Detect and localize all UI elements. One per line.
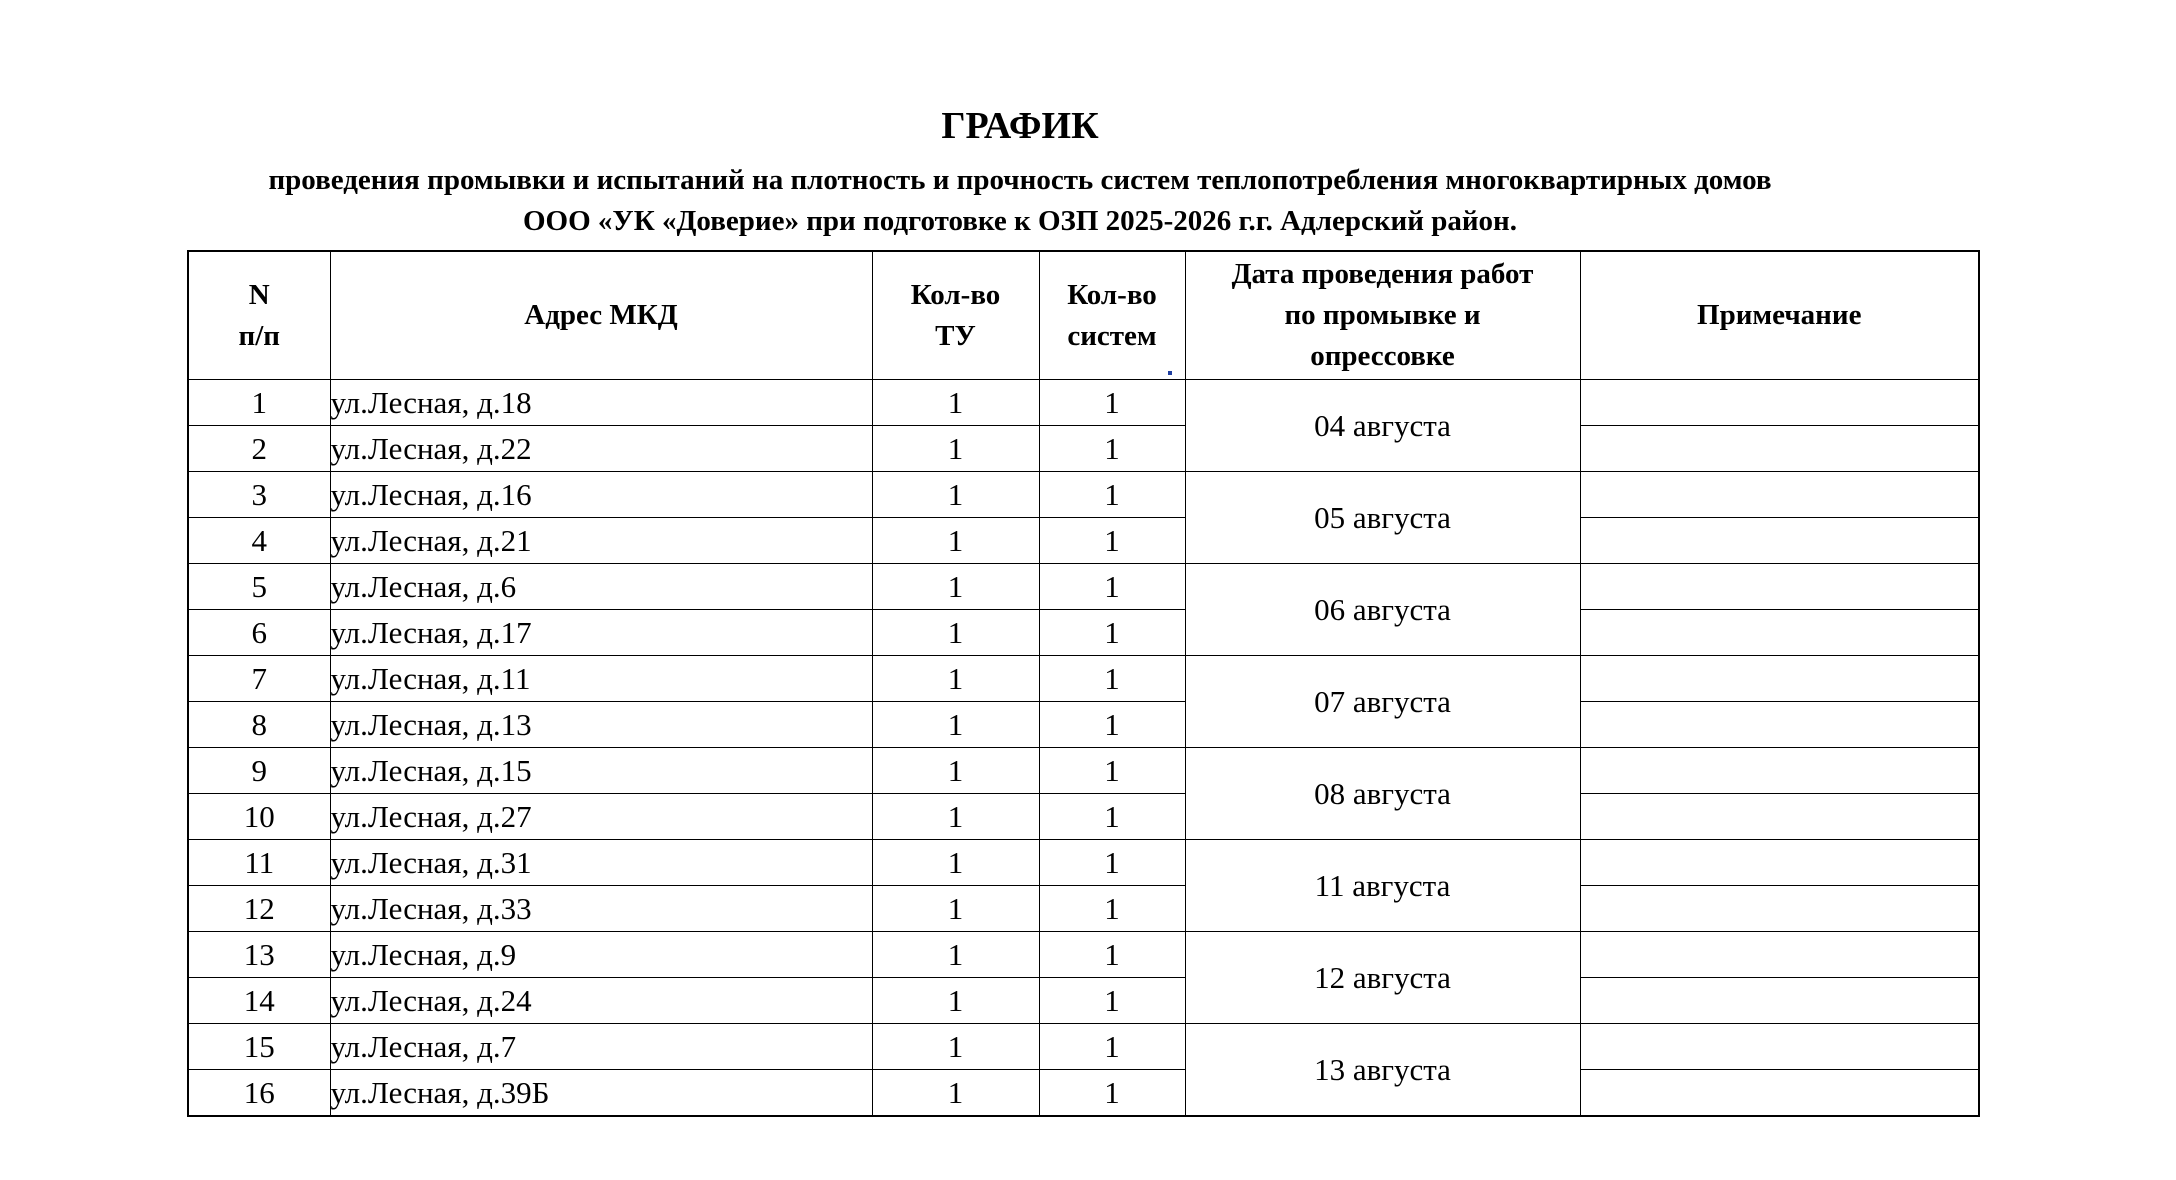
row-systems-count: 1 (1039, 794, 1185, 840)
header-date-line2: по промывке и (1284, 299, 1481, 331)
row-number: 8 (188, 702, 330, 748)
row-address: ул.Лесная, д.13 (330, 702, 872, 748)
row-date: 05 августа (1185, 472, 1580, 564)
row-note (1580, 840, 1979, 886)
row-address: ул.Лесная, д.24 (330, 978, 872, 1024)
row-number: 11 (188, 840, 330, 886)
row-ty-count: 1 (872, 1024, 1039, 1070)
header-ty-line2: ТУ (935, 319, 976, 352)
row-number: 3 (188, 472, 330, 518)
header-date-line1: Дата проведения работ (1231, 258, 1534, 290)
row-address: ул.Лесная, д.16 (330, 472, 872, 518)
row-note (1580, 656, 1979, 702)
header-sys-line1: Кол-во (1067, 278, 1157, 311)
row-note (1580, 702, 1979, 748)
row-address: ул.Лесная, д.15 (330, 748, 872, 794)
row-note (1580, 886, 1979, 932)
row-ty-count: 1 (872, 978, 1039, 1024)
row-number: 7 (188, 656, 330, 702)
row-number: 12 (188, 886, 330, 932)
table-row (188, 702, 1979, 748)
row-ty-count: 1 (872, 656, 1039, 702)
table-row (188, 1070, 1979, 1117)
row-note (1580, 518, 1979, 564)
row-address: ул.Лесная, д.39Б (330, 1070, 872, 1117)
row-number: 5 (188, 564, 330, 610)
row-systems-count: 1 (1039, 886, 1185, 932)
row-number: 15 (188, 1024, 330, 1070)
row-ty-count: 1 (872, 748, 1039, 794)
row-number: 16 (188, 1070, 330, 1117)
row-systems-count: 1 (1039, 426, 1185, 472)
row-ty-count: 1 (872, 380, 1039, 426)
row-date: 04 августа (1185, 380, 1580, 472)
row-note (1580, 472, 1979, 518)
table-row (188, 610, 1979, 656)
table-row (188, 794, 1979, 840)
header-date (1185, 251, 1580, 380)
row-address: ул.Лесная, д.33 (330, 886, 872, 932)
row-address: ул.Лесная, д.21 (330, 518, 872, 564)
table-row (188, 748, 1979, 794)
row-number: 14 (188, 978, 330, 1024)
row-date: 12 августа (1185, 932, 1580, 1024)
row-ty-count: 1 (872, 886, 1039, 932)
row-systems-count: 1 (1039, 978, 1185, 1024)
header-systems-count (1039, 251, 1185, 380)
row-date: 08 августа (1185, 748, 1580, 840)
table-row (188, 840, 1979, 886)
row-systems-count: 1 (1039, 1070, 1185, 1117)
row-systems-count: 1 (1039, 564, 1185, 610)
row-systems-count: 1 (1039, 610, 1185, 656)
row-systems-count: 1 (1039, 656, 1185, 702)
row-address: ул.Лесная, д.9 (330, 932, 872, 978)
row-number: 6 (188, 610, 330, 656)
row-date: 11 августа (1185, 840, 1580, 932)
header-note: Примечание (1580, 251, 1979, 380)
row-number: 9 (188, 748, 330, 794)
row-note (1580, 748, 1979, 794)
header-date-line3: опрессовке (1310, 340, 1455, 372)
row-date: 06 августа (1185, 564, 1580, 656)
row-date: 13 августа (1185, 1024, 1580, 1117)
row-number: 1 (188, 380, 330, 426)
table-row (188, 656, 1979, 702)
row-systems-count: 1 (1039, 1024, 1185, 1070)
table-row (188, 932, 1979, 978)
row-number: 2 (188, 426, 330, 472)
header-ty-line1: Кол-во (910, 278, 1001, 311)
row-address: ул.Лесная, д.17 (330, 610, 872, 656)
header-sys-line2: систем (1067, 319, 1157, 352)
row-ty-count: 1 (872, 1070, 1039, 1117)
header-address: Адрес МКД (330, 251, 872, 380)
row-number: 4 (188, 518, 330, 564)
row-address: ул.Лесная, д.22 (330, 426, 872, 472)
row-ty-count: 1 (872, 518, 1039, 564)
row-note (1580, 564, 1979, 610)
table-header-row (188, 251, 1979, 380)
row-note (1580, 932, 1979, 978)
row-systems-count: 1 (1039, 518, 1185, 564)
row-systems-count: 1 (1039, 932, 1185, 978)
row-address: ул.Лесная, д.6 (330, 564, 872, 610)
row-note (1580, 1070, 1979, 1117)
row-note (1580, 978, 1979, 1024)
header-num (188, 251, 330, 380)
stray-dot-mark (1168, 371, 1172, 375)
table-body (188, 380, 1979, 1117)
row-address: ул.Лесная, д.18 (330, 380, 872, 426)
row-ty-count: 1 (872, 472, 1039, 518)
table-row (188, 472, 1979, 518)
row-number: 13 (188, 932, 330, 978)
row-systems-count: 1 (1039, 380, 1185, 426)
row-note (1580, 1024, 1979, 1070)
row-systems-count: 1 (1039, 702, 1185, 748)
row-ty-count: 1 (872, 564, 1039, 610)
table-row (188, 518, 1979, 564)
document-title: ГРАФИК (941, 105, 1099, 147)
row-note (1580, 610, 1979, 656)
row-date: 07 августа (1185, 656, 1580, 748)
row-ty-count: 1 (872, 610, 1039, 656)
row-address: ул.Лесная, д.11 (330, 656, 872, 702)
row-ty-count: 1 (872, 426, 1039, 472)
row-ty-count: 1 (872, 932, 1039, 978)
header-ty-count (872, 251, 1039, 380)
row-number: 10 (188, 794, 330, 840)
table-row (188, 564, 1979, 610)
row-note (1580, 380, 1979, 426)
row-address: ул.Лесная, д.31 (330, 840, 872, 886)
row-ty-count: 1 (872, 794, 1039, 840)
table-row (188, 978, 1979, 1024)
header-num-line1: N (248, 278, 270, 311)
row-note (1580, 426, 1979, 472)
row-note (1580, 794, 1979, 840)
table-row (188, 380, 1979, 426)
header-num-line2: п/п (238, 319, 280, 352)
row-systems-count: 1 (1039, 840, 1185, 886)
row-systems-count: 1 (1039, 748, 1185, 794)
table-row (188, 1024, 1979, 1070)
row-address: ул.Лесная, д.7 (330, 1024, 872, 1070)
document-subtitle-line1: проведения промывки и испытаний на плотность и прочность систем теплопотребления многоквартирных домов (268, 164, 1772, 196)
table-row (188, 426, 1979, 472)
row-ty-count: 1 (872, 702, 1039, 748)
row-systems-count: 1 (1039, 472, 1185, 518)
row-ty-count: 1 (872, 840, 1039, 886)
table-row (188, 886, 1979, 932)
row-address: ул.Лесная, д.27 (330, 794, 872, 840)
schedule-table (187, 250, 1980, 1117)
document-subtitle-line2: ООО «УК «Доверие» при подготовке к ОЗП 2025-2026 г.г. Адлерский район. (522, 205, 1518, 237)
